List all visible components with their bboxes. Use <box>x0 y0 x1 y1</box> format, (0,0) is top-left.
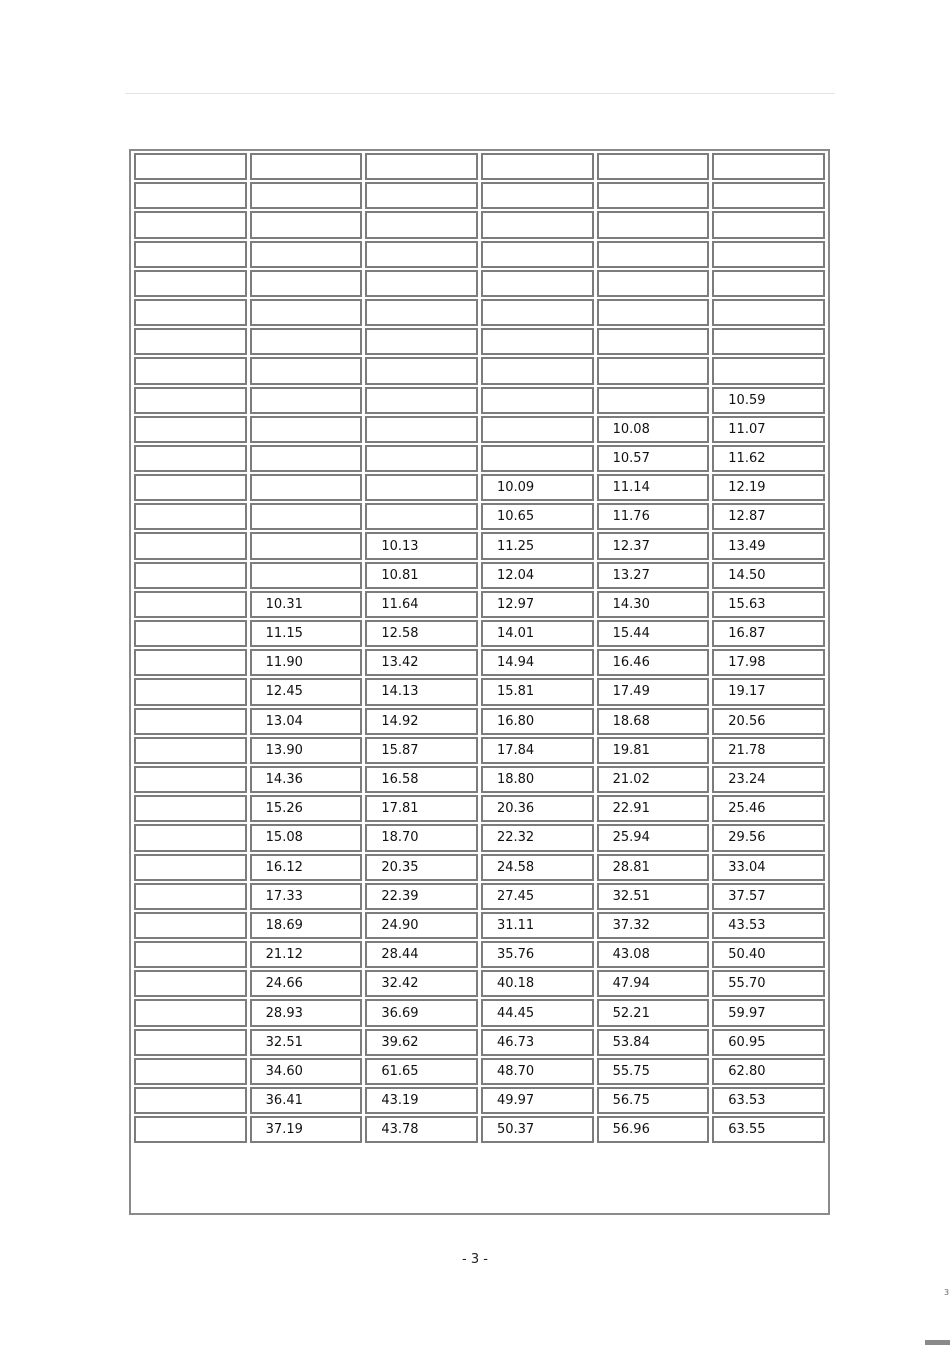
table-row <box>134 1029 825 1056</box>
table-cell: 56.75 <box>597 1087 710 1114</box>
data-table-frame <box>129 149 830 1215</box>
table-cell: 12.58 <box>365 620 478 647</box>
table-cell <box>134 883 247 910</box>
table-cell: 50.40 <box>712 941 825 968</box>
table-cell: 24.58 <box>481 854 594 881</box>
table-cell: 34.60 <box>250 1058 363 1085</box>
table-cell: 44.45 <box>481 999 594 1026</box>
table-row <box>134 649 825 676</box>
table-cell: 17.98 <box>712 649 825 676</box>
table-cell <box>597 387 710 414</box>
table-cell <box>597 211 710 238</box>
table-cell <box>365 445 478 472</box>
table-cell: 10.31 <box>250 591 363 618</box>
table-cell: 15.63 <box>712 591 825 618</box>
data-table <box>131 151 828 1145</box>
table-cell: 63.55 <box>712 1116 825 1143</box>
table-row <box>134 708 825 735</box>
table-cell <box>134 474 247 501</box>
table-cell: 11.14 <box>597 474 710 501</box>
table-cell <box>250 416 363 443</box>
table-row <box>134 357 825 384</box>
table-row <box>134 1087 825 1114</box>
table-cell: 28.93 <box>250 999 363 1026</box>
table-cell <box>365 416 478 443</box>
table-cell <box>365 270 478 297</box>
table-cell: 13.49 <box>712 532 825 559</box>
table-cell: 62.80 <box>712 1058 825 1085</box>
table-cell: 17.84 <box>481 737 594 764</box>
table-cell: 10.65 <box>481 503 594 530</box>
table-cell: 49.97 <box>481 1087 594 1114</box>
table-cell <box>481 153 594 180</box>
table-cell: 37.57 <box>712 883 825 910</box>
table-row <box>134 766 825 793</box>
table-cell: 12.37 <box>597 532 710 559</box>
table-cell <box>134 532 247 559</box>
table-cell: 63.53 <box>712 1087 825 1114</box>
table-cell: 56.96 <box>597 1116 710 1143</box>
table-cell: 25.46 <box>712 795 825 822</box>
table-row <box>134 1116 825 1143</box>
table-body <box>134 153 825 1143</box>
table-cell: 43.78 <box>365 1116 478 1143</box>
table-row <box>134 941 825 968</box>
table-row <box>134 620 825 647</box>
table-row <box>134 912 825 939</box>
table-cell: 13.27 <box>597 562 710 589</box>
table-cell: 17.81 <box>365 795 478 822</box>
table-cell <box>134 737 247 764</box>
table-cell <box>250 562 363 589</box>
table-cell <box>134 503 247 530</box>
table-row <box>134 416 825 443</box>
table-cell: 14.01 <box>481 620 594 647</box>
table-row <box>134 737 825 764</box>
table-cell: 52.21 <box>597 999 710 1026</box>
table-cell <box>481 387 594 414</box>
table-cell <box>597 153 710 180</box>
table-cell: 20.35 <box>365 854 478 881</box>
table-cell <box>250 532 363 559</box>
table-row <box>134 211 825 238</box>
table-cell: 18.68 <box>597 708 710 735</box>
table-cell <box>481 357 594 384</box>
table-cell <box>134 328 247 355</box>
table-row <box>134 562 825 589</box>
table-cell <box>134 182 247 209</box>
table-row <box>134 241 825 268</box>
table-cell: 12.87 <box>712 503 825 530</box>
table-row <box>134 678 825 705</box>
table-cell <box>481 416 594 443</box>
table-cell <box>365 503 478 530</box>
table-cell: 27.45 <box>481 883 594 910</box>
table-cell: 15.44 <box>597 620 710 647</box>
table-cell <box>597 357 710 384</box>
table-cell <box>250 270 363 297</box>
table-cell <box>134 1116 247 1143</box>
table-cell <box>481 328 594 355</box>
table-cell <box>250 153 363 180</box>
corner-bar <box>925 1340 950 1345</box>
table-cell: 12.19 <box>712 474 825 501</box>
table-cell: 20.56 <box>712 708 825 735</box>
table-cell: 10.81 <box>365 562 478 589</box>
table-cell: 61.65 <box>365 1058 478 1085</box>
table-cell: 17.33 <box>250 883 363 910</box>
table-cell: 28.44 <box>365 941 478 968</box>
table-cell: 29.56 <box>712 824 825 851</box>
table-row <box>134 474 825 501</box>
table-cell: 10.59 <box>712 387 825 414</box>
side-page-mark: 3 <box>944 1288 950 1297</box>
table-cell: 16.80 <box>481 708 594 735</box>
table-row <box>134 387 825 414</box>
table-row <box>134 182 825 209</box>
table-cell <box>481 270 594 297</box>
table-cell: 11.76 <box>597 503 710 530</box>
table-cell <box>134 708 247 735</box>
table-cell: 43.08 <box>597 941 710 968</box>
table-cell <box>481 445 594 472</box>
table-cell: 22.32 <box>481 824 594 851</box>
table-cell: 18.69 <box>250 912 363 939</box>
table-cell <box>712 211 825 238</box>
table-cell <box>365 474 478 501</box>
table-row <box>134 795 825 822</box>
table-cell <box>597 270 710 297</box>
table-cell: 11.07 <box>712 416 825 443</box>
table-cell: 14.30 <box>597 591 710 618</box>
table-cell: 13.04 <box>250 708 363 735</box>
table-cell: 13.42 <box>365 649 478 676</box>
header-rule <box>125 93 835 94</box>
table-cell <box>250 241 363 268</box>
table-cell <box>712 357 825 384</box>
table-cell <box>134 912 247 939</box>
table-cell: 10.09 <box>481 474 594 501</box>
table-cell: 15.26 <box>250 795 363 822</box>
table-cell <box>134 766 247 793</box>
table-cell <box>250 357 363 384</box>
table-cell: 48.70 <box>481 1058 594 1085</box>
table-cell: 11.62 <box>712 445 825 472</box>
table-cell: 15.87 <box>365 737 478 764</box>
table-cell <box>134 299 247 326</box>
table-cell: 24.90 <box>365 912 478 939</box>
table-cell <box>134 211 247 238</box>
table-cell <box>134 562 247 589</box>
table-cell: 55.75 <box>597 1058 710 1085</box>
table-cell <box>365 182 478 209</box>
table-cell <box>481 299 594 326</box>
table-cell: 53.84 <box>597 1029 710 1056</box>
table-cell <box>134 153 247 180</box>
table-cell: 28.81 <box>597 854 710 881</box>
table-cell: 33.04 <box>712 854 825 881</box>
table-cell <box>134 854 247 881</box>
table-cell <box>365 387 478 414</box>
page-number: - 3 - <box>462 1252 488 1267</box>
table-cell <box>250 299 363 326</box>
table-cell: 37.19 <box>250 1116 363 1143</box>
table-cell <box>250 503 363 530</box>
table-cell: 18.80 <box>481 766 594 793</box>
table-cell <box>134 445 247 472</box>
table-cell: 12.97 <box>481 591 594 618</box>
table-cell: 10.08 <box>597 416 710 443</box>
table-cell: 10.57 <box>597 445 710 472</box>
table-cell <box>597 299 710 326</box>
table-cell <box>134 387 247 414</box>
table-cell <box>134 357 247 384</box>
table-cell <box>481 182 594 209</box>
table-cell <box>481 241 594 268</box>
table-cell: 32.51 <box>597 883 710 910</box>
table-cell: 31.11 <box>481 912 594 939</box>
table-cell <box>597 182 710 209</box>
table-cell <box>712 270 825 297</box>
table-cell <box>597 241 710 268</box>
table-cell <box>365 328 478 355</box>
table-row <box>134 883 825 910</box>
table-cell: 14.50 <box>712 562 825 589</box>
table-cell: 23.24 <box>712 766 825 793</box>
table-cell <box>712 182 825 209</box>
table-cell <box>134 416 247 443</box>
table-cell: 55.70 <box>712 970 825 997</box>
table-cell: 14.92 <box>365 708 478 735</box>
table-cell <box>250 387 363 414</box>
table-cell: 60.95 <box>712 1029 825 1056</box>
table-cell: 13.90 <box>250 737 363 764</box>
table-cell <box>134 795 247 822</box>
table-cell: 10.13 <box>365 532 478 559</box>
table-cell: 36.69 <box>365 999 478 1026</box>
table-cell: 21.78 <box>712 737 825 764</box>
table-cell <box>712 328 825 355</box>
table-cell: 43.53 <box>712 912 825 939</box>
table-cell: 40.18 <box>481 970 594 997</box>
table-cell: 11.64 <box>365 591 478 618</box>
table-cell <box>481 211 594 238</box>
table-cell: 37.32 <box>597 912 710 939</box>
table-cell <box>134 678 247 705</box>
table-cell: 14.13 <box>365 678 478 705</box>
table-cell <box>250 328 363 355</box>
table-cell <box>250 211 363 238</box>
table-cell: 15.08 <box>250 824 363 851</box>
table-row <box>134 270 825 297</box>
table-cell: 39.62 <box>365 1029 478 1056</box>
table-cell <box>134 824 247 851</box>
table-cell: 16.87 <box>712 620 825 647</box>
table-cell: 46.73 <box>481 1029 594 1056</box>
table-cell: 19.17 <box>712 678 825 705</box>
table-cell <box>134 941 247 968</box>
table-cell: 21.02 <box>597 766 710 793</box>
table-row <box>134 503 825 530</box>
table-cell <box>597 328 710 355</box>
table-cell: 25.94 <box>597 824 710 851</box>
table-row <box>134 1058 825 1085</box>
table-row <box>134 299 825 326</box>
table-cell <box>134 591 247 618</box>
table-cell <box>134 1087 247 1114</box>
table-cell: 18.70 <box>365 824 478 851</box>
table-cell: 11.15 <box>250 620 363 647</box>
table-cell: 17.49 <box>597 678 710 705</box>
table-cell <box>134 270 247 297</box>
table-cell <box>134 620 247 647</box>
table-cell <box>134 241 247 268</box>
table-cell <box>134 999 247 1026</box>
table-cell: 59.97 <box>712 999 825 1026</box>
table-cell: 15.81 <box>481 678 594 705</box>
table-cell: 11.90 <box>250 649 363 676</box>
table-row <box>134 591 825 618</box>
table-cell: 32.42 <box>365 970 478 997</box>
table-cell <box>365 241 478 268</box>
table-cell <box>712 153 825 180</box>
table-row <box>134 999 825 1026</box>
table-cell: 16.58 <box>365 766 478 793</box>
table-cell <box>134 649 247 676</box>
table-row <box>134 153 825 180</box>
table-cell: 16.12 <box>250 854 363 881</box>
table-cell: 11.25 <box>481 532 594 559</box>
table-row <box>134 532 825 559</box>
table-cell <box>365 211 478 238</box>
table-cell: 20.36 <box>481 795 594 822</box>
table-cell: 12.45 <box>250 678 363 705</box>
table-cell <box>250 474 363 501</box>
table-cell: 43.19 <box>365 1087 478 1114</box>
table-cell <box>134 970 247 997</box>
table-cell <box>365 357 478 384</box>
table-cell: 14.94 <box>481 649 594 676</box>
table-cell: 35.76 <box>481 941 594 968</box>
table-cell <box>250 445 363 472</box>
table-cell: 12.04 <box>481 562 594 589</box>
table-cell <box>134 1029 247 1056</box>
table-cell <box>365 153 478 180</box>
table-cell: 22.39 <box>365 883 478 910</box>
table-row <box>134 854 825 881</box>
table-cell: 16.46 <box>597 649 710 676</box>
table-row <box>134 445 825 472</box>
table-cell: 22.91 <box>597 795 710 822</box>
table-cell: 14.36 <box>250 766 363 793</box>
table-cell <box>250 182 363 209</box>
table-cell: 24.66 <box>250 970 363 997</box>
table-cell: 50.37 <box>481 1116 594 1143</box>
table-row <box>134 824 825 851</box>
table-cell <box>365 299 478 326</box>
table-cell <box>712 241 825 268</box>
table-cell: 32.51 <box>250 1029 363 1056</box>
table-cell: 36.41 <box>250 1087 363 1114</box>
table-row <box>134 970 825 997</box>
table-cell <box>134 1058 247 1085</box>
table-cell: 19.81 <box>597 737 710 764</box>
table-cell: 21.12 <box>250 941 363 968</box>
table-cell <box>712 299 825 326</box>
table-row <box>134 328 825 355</box>
table-cell: 47.94 <box>597 970 710 997</box>
